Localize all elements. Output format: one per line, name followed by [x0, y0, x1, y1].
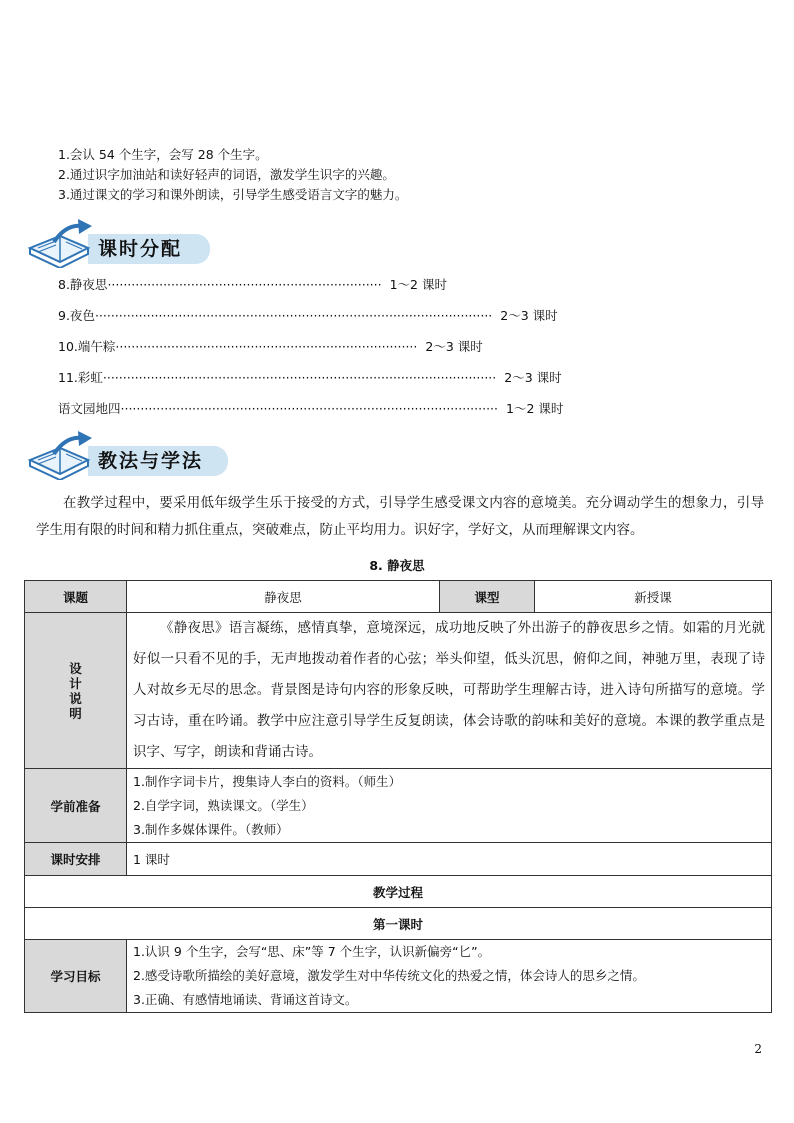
- first-lesson-title: 第一课时: [25, 908, 772, 940]
- schedule-duration: 2～3 课时: [500, 308, 558, 323]
- leader-dots: ·······························································································: [120, 401, 498, 416]
- topic-label: 课题: [25, 581, 127, 613]
- table-row: [25, 940, 772, 1013]
- section-title-schedule: 课时分配: [98, 238, 183, 260]
- list-item: 3.制作多媒体课件。（教师）: [133, 821, 289, 837]
- type-label: 课型: [440, 581, 535, 613]
- table-row: [25, 769, 772, 843]
- schedule-row: [58, 307, 558, 325]
- schedule-row: [58, 400, 563, 418]
- section-header-schedule: [26, 218, 216, 268]
- table-row: [25, 908, 772, 940]
- section-title-method: 教法与学法: [98, 450, 204, 472]
- list-item: 1.认识 9 个生字，会写“思、床”等 7 个生字，认识新偏旁“匕”。: [133, 944, 491, 959]
- table-row: [25, 876, 772, 908]
- schedule-lesson-name: 8.静夜思: [58, 277, 108, 292]
- design-label-char: 说: [69, 690, 82, 706]
- method-paragraph: 在教学过程中，要采用低年级学生乐于接受的方式，引导学生感受课文内容的意境美。充分调动学生的想象力，引导学生用有限的时间和精力抓住重点，突破难点，防止平均用力。识好字，学好文，从而理解课文内容。: [36, 495, 764, 538]
- goal-item-1: 1.会认 54 个生字，会写 28 个生字。: [58, 147, 268, 162]
- goal-item-2: 2.通过识字加油站和读好轻声的词语，激发学生识字的兴趣。: [58, 167, 395, 182]
- list-item: 2.感受诗歌所描绘的美好意境，激发学生对中华传统文化的热爱之情，体会诗人的思乡之情。: [133, 968, 645, 983]
- type-value: 新授课: [535, 581, 772, 613]
- leader-dots: ····································································································: [94, 308, 493, 323]
- topic-value: 静夜思: [127, 581, 440, 613]
- prep-list: [127, 769, 772, 843]
- process-title: 教学过程: [25, 876, 772, 908]
- list-item: 1.制作字词卡片，搜集诗人李白的资料。（师生）: [133, 773, 402, 789]
- list-item: 3.正确、有感情地诵读、背诵这首诗文。: [133, 992, 358, 1007]
- time-label: 课时安排: [25, 843, 127, 876]
- leader-dots: ·····································································: [107, 277, 382, 292]
- schedule-duration: 1～2 课时: [389, 277, 447, 292]
- design-label-char: 明: [69, 705, 82, 721]
- objectives-list: [127, 940, 772, 1013]
- schedule-lesson-name: 9.夜色: [58, 308, 95, 323]
- design-text: 《静夜思》语言凝练，感情真挚，意境深远，成功地反映了外出游子的静夜思乡之情。如霜的月光就好似一只看不见的手，无声地拨动着作者的心弦；举头仰望，低头沉思，俯仰之间，神驰万里，表现了诗人对故乡无尽的思念。背景图是诗句内容的形象反映，可帮助学生理解古诗，进入诗句所描写的意境。学习古诗，重在吟诵。教学中应注意引导学生反复朗读，体会诗歌的韵味和美好的意境。本课的教学重点是识字、写字，朗读和背诵古诗。: [127, 613, 772, 769]
- goal-item-3: 3.通过课文的学习和课外朗读，引导学生感受语言文字的魅力。: [58, 187, 408, 202]
- page-number: 2: [754, 1042, 762, 1056]
- schedule-duration: 2～3 课时: [504, 370, 562, 385]
- book-arrow-icon: [26, 430, 96, 480]
- schedule-duration: 1～2 课时: [506, 401, 564, 416]
- leader-dots: ············································································: [115, 339, 418, 354]
- design-label-char: 设: [69, 660, 82, 676]
- design-label-char: 计: [69, 675, 82, 691]
- leader-dots: ···································································································: [102, 370, 497, 385]
- objectives-label: 学习目标: [25, 940, 127, 1013]
- lesson-table: [24, 580, 772, 1013]
- table-row: [25, 613, 772, 769]
- section-header-method: [26, 430, 236, 480]
- schedule-duration: 2～3 课时: [425, 339, 483, 354]
- table-row: [25, 843, 772, 876]
- lesson-caption: 8. 静夜思: [369, 558, 425, 573]
- schedule-lesson-name: 语文园地四: [58, 401, 121, 416]
- schedule-lesson-name: 10.端午粽: [58, 339, 116, 354]
- schedule-row: [58, 369, 562, 387]
- list-item: 2.自学字词，熟读课文。（学生）: [133, 797, 314, 813]
- schedule-lesson-name: 11.彩虹: [58, 370, 103, 385]
- design-label: [25, 613, 127, 769]
- schedule-row: [58, 276, 447, 294]
- schedule-row: [58, 338, 483, 356]
- prep-label: 学前准备: [25, 769, 127, 843]
- table-row: [25, 581, 772, 613]
- book-arrow-icon: [26, 218, 96, 268]
- time-value: 1 课时: [127, 843, 772, 876]
